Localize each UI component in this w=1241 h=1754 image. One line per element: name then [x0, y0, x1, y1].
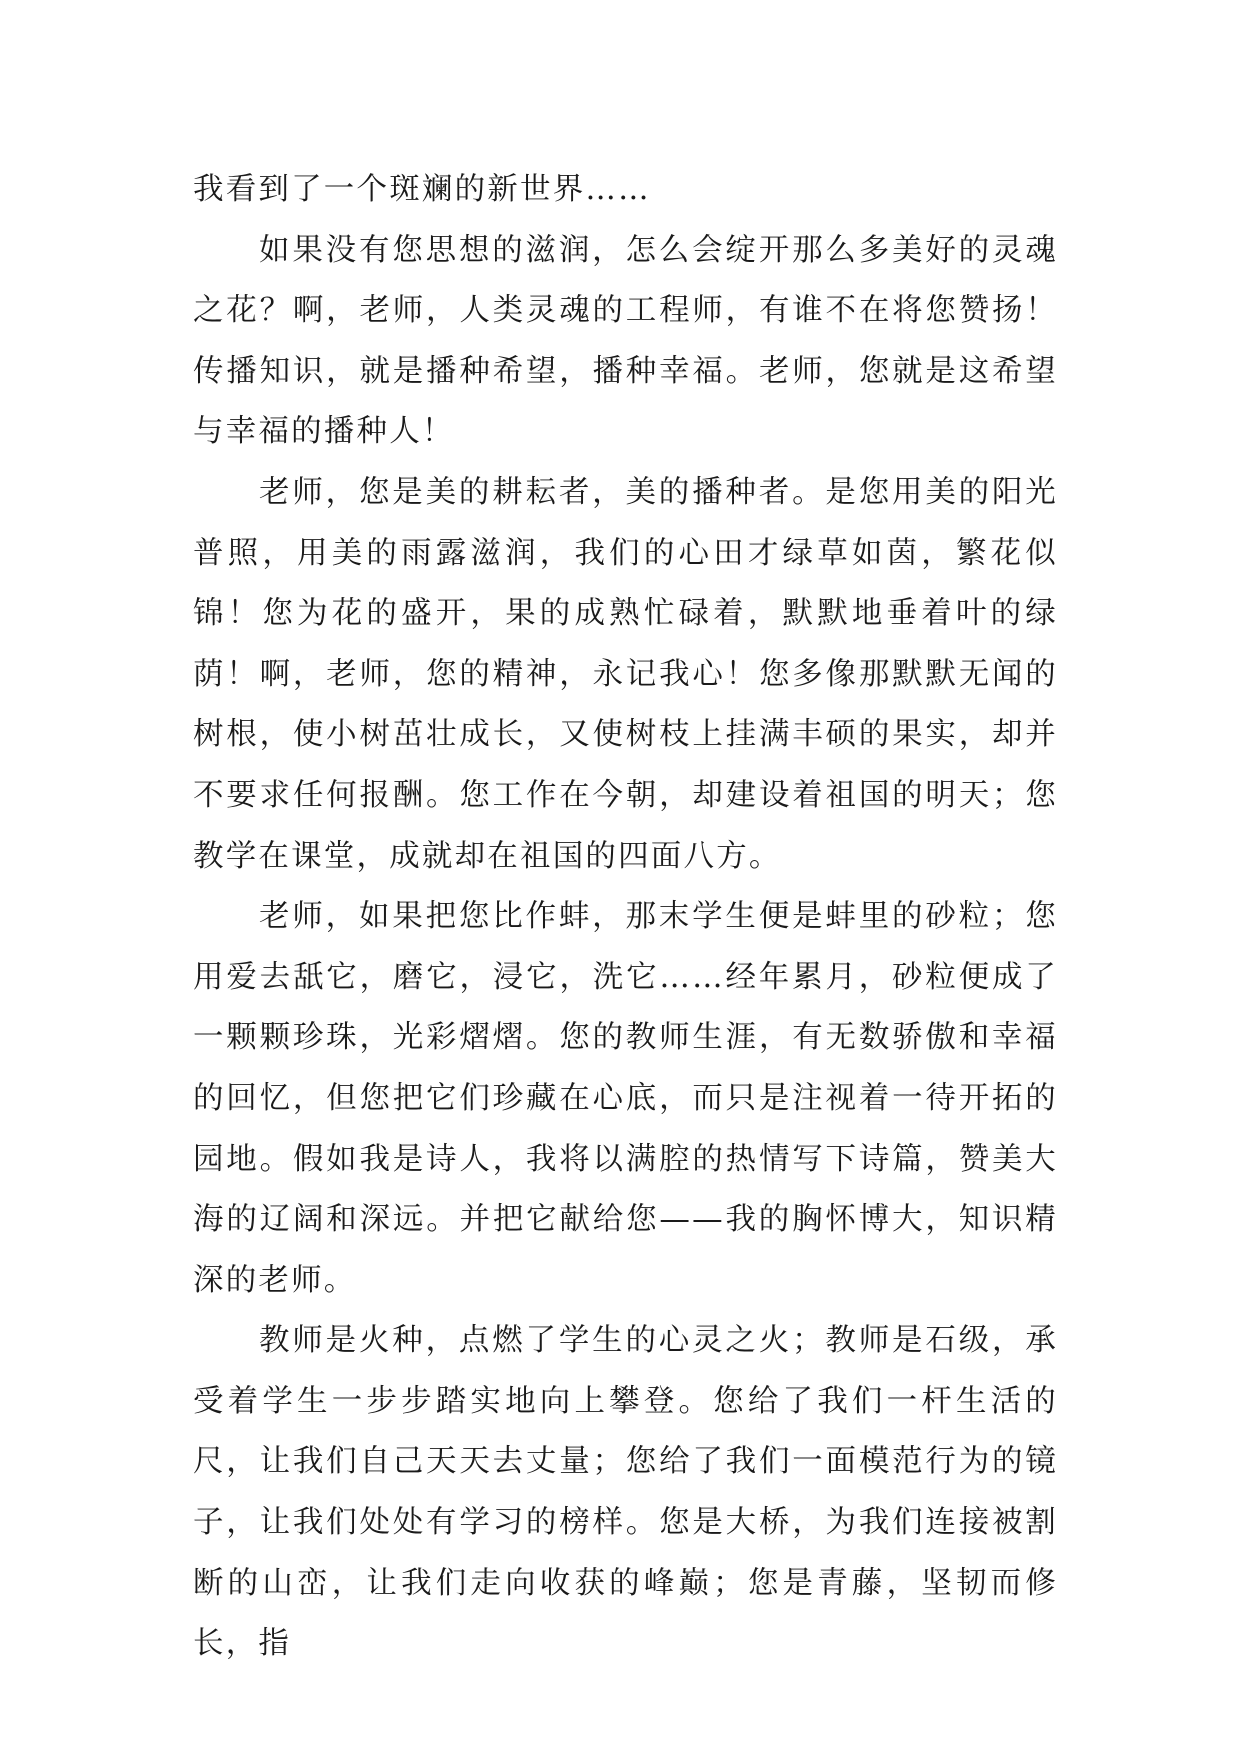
paragraph: 老师，如果把您比作蚌，那末学生便是蚌里的砂粒；您用爱去舐它，磨它，浸它，洗它……经年累月，砂粒便成了一颗颗珍珠，光彩熠熠。您的教师生涯，有无数骄傲和幸福的回忆，但您把它们珍藏在心底，而只是注视着一待开拓的园地。假如我是诗人，我将以满腔的热情写下诗篇，赞美大海的辽阔和深远。并把它献给您——我的胸怀博大，知识精深的老师。	[193, 899, 1058, 1298]
paragraph: 老师，您是美的耕耘者，美的播种者。是您用美的阳光普照，用美的雨露滋润，我们的心田才绿草如茵，繁花似锦！您为花的盛开，果的成熟忙碌着，默默地垂着叶的绿荫！啊，老师，您的精神，永记我心！您多像那默默无闻的树根，使小树茁壮成长，又使树枝上挂满丰硕的果实，却并不要求任何报酬。您工作在今朝，却建设着祖国的明天；您教学在课堂，成就却在祖国的四面八方。	[193, 474, 1058, 874]
paragraph: 教师是火种，点燃了学生的心灵之火；教师是石级，承受着学生一步步踏实地向上攀登。您给了我们一杆生活的尺，让我们自己天天去丈量；您给了我们一面模范行为的镜子，让我们处处有学习的榜样。您是大桥，为我们连接被割断的山峦，让我们走向收获的峰巅；您是青藤，坚韧而修长，指	[193, 1323, 1058, 1662]
document-body	[193, 160, 1058, 1675]
paragraph-continuation: 我看到了一个斑斓的新世界……	[193, 172, 651, 207]
paragraph: 如果没有您思想的滋润，怎么会绽开那么多美好的灵魂之花？啊，老师，人类灵魂的工程师，有谁不在将您赞扬！传播知识，就是播种希望，播种幸福。老师，您就是这希望与幸福的播种人！	[193, 232, 1058, 450]
